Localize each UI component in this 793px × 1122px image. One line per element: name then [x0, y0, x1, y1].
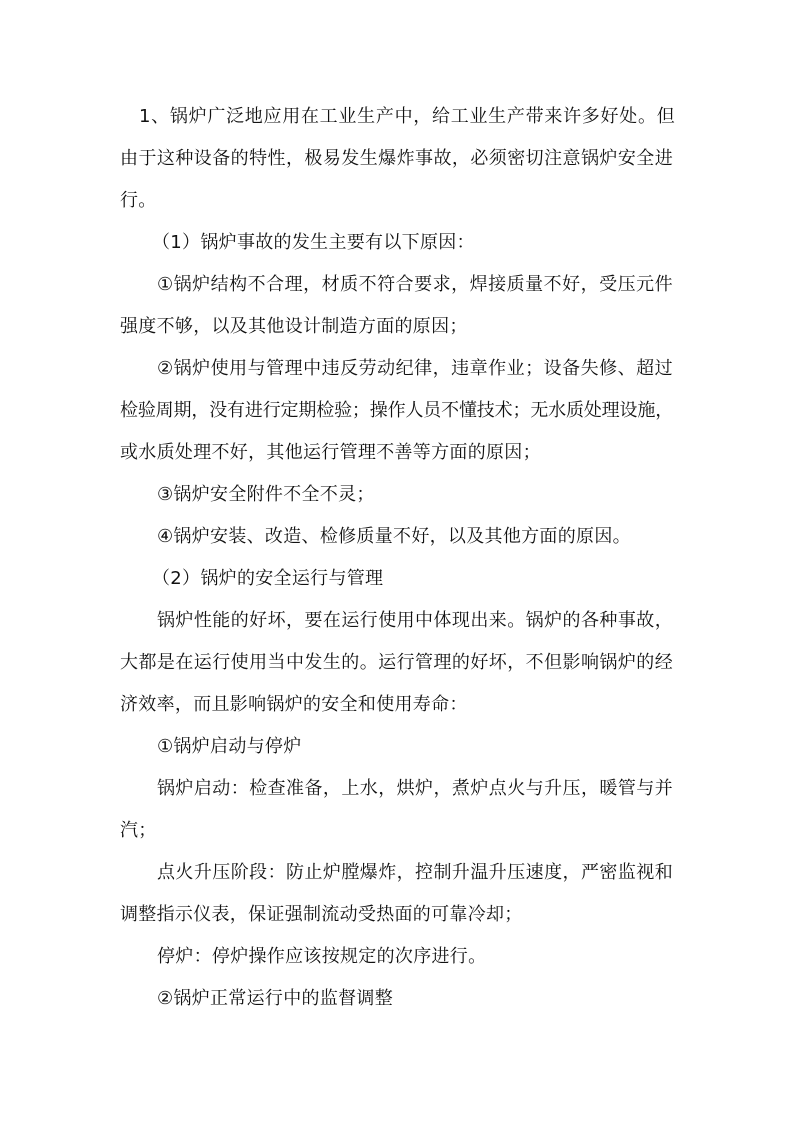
paragraph-3-line-2: 汽；	[120, 820, 157, 841]
paragraph-1-line-2: 由于这种设备的特性，极易发生爆炸事故，必须密切注意锅炉安全进	[120, 148, 673, 169]
reason-2-line-3: 或水质处理不好，其他运行管理不善等方面的原因；	[120, 442, 541, 463]
paragraph-2-line-2: 大都是在运行使用当中发生的。运行管理的好坏，不但影响锅炉的经	[120, 652, 673, 673]
paragraph-5: 停炉：停炉操作应该按规定的次序进行。	[157, 946, 487, 967]
reason-2-line-1: ②锅炉使用与管理中违反劳动纪律，违章作业；设备失修、超过	[157, 358, 673, 379]
reason-2-line-2: 检验周期，没有进行定期检验；操作人员不懂技术；无水质处理设施，	[120, 400, 673, 421]
paragraph-4-line-1: 点火升压阶段：防止炉膛爆炸，控制升温升压速度，严密监视和	[157, 862, 673, 883]
paragraph-1-line-1: 1、锅炉广泛地应用在工业生产中，给工业生产带来许多好处。但	[139, 106, 675, 127]
subheading-normal-operation: ②锅炉正常运行中的监督调整	[157, 988, 394, 1009]
reason-4: ④锅炉安装、改造、检修质量不好，以及其他方面的原因。	[157, 526, 631, 547]
paragraph-1-line-3: 行。	[120, 190, 157, 211]
paragraph-2-line-1: 锅炉性能的好坏，要在运行使用中体现出来。锅炉的各种事故，	[157, 610, 673, 631]
section-heading-2: （2）锅炉的安全运行与管理	[152, 568, 384, 589]
reason-1-line-1: ①锅炉结构不合理，材质不符合要求，焊接质量不好，受压元件	[157, 274, 673, 295]
paragraph-3-line-1: 锅炉启动：检查准备，上水，烘炉，煮炉点火与升压，暖管与并	[157, 778, 673, 799]
paragraph-2-line-3: 济效率，而且影响锅炉的安全和使用寿命：	[120, 694, 468, 715]
reason-3: ③锅炉安全附件不全不灵；	[157, 484, 375, 505]
paragraph-4-line-2: 调整指示仪表，保证强制流动受热面的可靠冷却；	[120, 904, 523, 925]
section-heading-1: （1）锅炉事故的发生主要有以下原因：	[152, 232, 475, 253]
subheading-startup-shutdown: ①锅炉启动与停炉	[157, 736, 302, 757]
reason-1-line-2: 强度不够，以及其他设计制造方面的原因；	[120, 316, 468, 337]
